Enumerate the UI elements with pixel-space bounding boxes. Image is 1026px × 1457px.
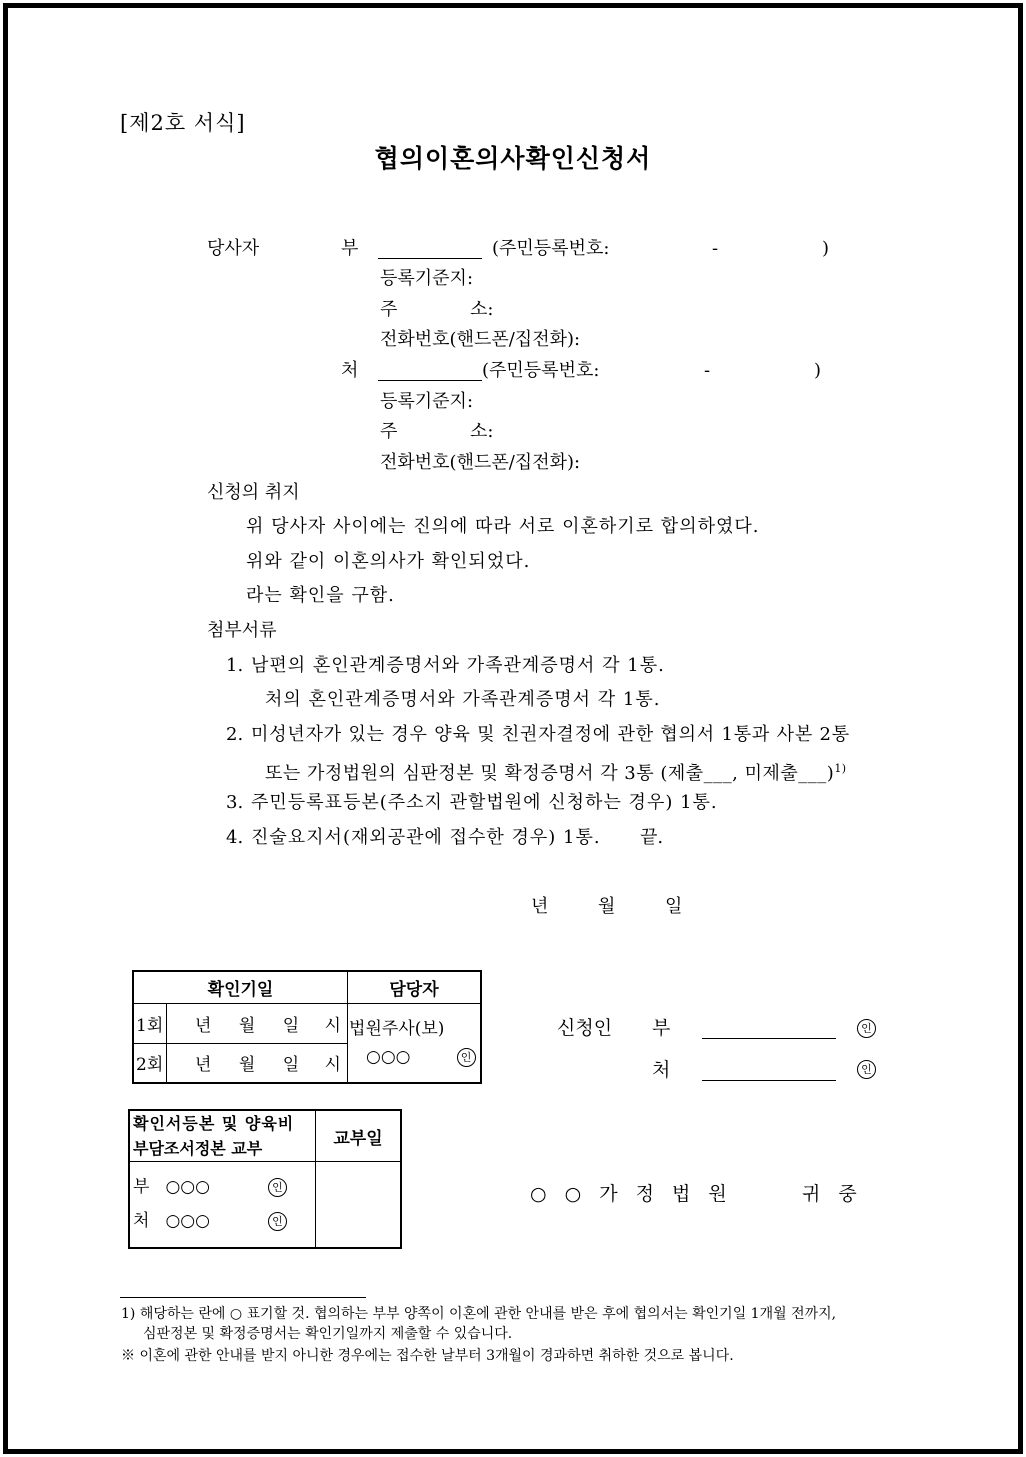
date-year: 년 <box>531 896 549 917</box>
officer-header: 담당자 <box>348 971 481 1003</box>
delivery-row <box>133 1170 315 1204</box>
husband-phone-label: 전화번호(핸드폰/집전화): <box>380 329 581 350</box>
confirm-date-table <box>132 970 482 1084</box>
delivery-name: ○○○ <box>165 1177 210 1198</box>
round-date[interactable] <box>167 1043 348 1083</box>
husband-rrn-label: (주민등록번호: <box>492 238 610 259</box>
husband-name-field[interactable] <box>378 240 482 259</box>
attachment-text: 진술요지서(재외공관에 접수한 경우) 1통. <box>251 827 601 848</box>
husband-role: 부 <box>341 238 359 259</box>
round-label: 2회 <box>133 1043 167 1083</box>
attachment-text <box>265 758 847 785</box>
purpose-line: 위 당사자 사이에는 진의에 따라 서로 이혼하기로 합의하였다. <box>246 516 760 537</box>
applicant-wife-signature[interactable] <box>702 1062 836 1081</box>
husband-address-label-2: 소: <box>470 299 494 320</box>
officer-cell <box>348 1003 481 1083</box>
officer-title: 법원주사(보) <box>349 1018 445 1039</box>
confirm-date-header: 확인기일 <box>133 971 348 1003</box>
round-label: 1회 <box>133 1003 167 1043</box>
round-month: 월 <box>238 1015 256 1036</box>
delivery-table <box>128 1109 402 1249</box>
form-number: [제2호 서식] <box>120 111 246 135</box>
applicant-husband-role: 부 <box>652 1017 671 1039</box>
attachment-text: 남편의 혼인관계증명서와 가족관계증명서 각 1통. <box>251 655 665 676</box>
attachment-text: 처의 혼인관계증명서와 가족관계증명서 각 1통. <box>265 689 661 710</box>
seal-icon[interactable]: 인 <box>268 1178 287 1197</box>
footnote-divider <box>120 1297 366 1298</box>
delivery-header-line: 확인서등본 및 양육비 <box>133 1114 295 1133</box>
attachment-number: 3. <box>226 792 244 813</box>
wife-address-label-2: 소: <box>470 421 494 442</box>
round-date[interactable] <box>167 1003 348 1043</box>
wife-address-label-1: 주 <box>380 421 398 442</box>
seal-icon[interactable]: 인 <box>857 1019 876 1038</box>
husband-registry-label: 등록기준지: <box>380 268 474 289</box>
delivery-header-line: 부담조서정본 교부 <box>133 1139 263 1158</box>
footnote-text: 심판정본 및 확정증명서는 확인기일까지 제출할 수 있습니다. <box>143 1326 513 1342</box>
wife-rrn-close: ) <box>814 360 822 381</box>
applicant-label: 신청인 <box>557 1017 613 1039</box>
delivery-date-cell[interactable] <box>316 1162 402 1248</box>
delivery-date-header: 교부일 <box>316 1110 402 1162</box>
court-suffix: 귀 중 <box>802 1183 863 1205</box>
delivery-role: 처 <box>133 1211 150 1232</box>
seal-icon[interactable]: 인 <box>457 1048 476 1067</box>
wife-registry-label: 등록기준지: <box>380 391 474 412</box>
husband-address-label-1: 주 <box>380 299 398 320</box>
attachment-text-body: 또는 가정법원의 심판정본 및 확정증명서 각 3통 (제출___, 미제출___) <box>265 763 835 784</box>
wife-rrn-label: (주민등록번호: <box>482 360 600 381</box>
purpose-heading: 신청의 취지 <box>207 482 300 503</box>
document-title: 협의이혼의사확인신청서 <box>374 144 652 173</box>
seal-icon[interactable]: 인 <box>268 1212 287 1231</box>
date-month: 월 <box>598 896 616 917</box>
delivery-role: 부 <box>133 1177 150 1198</box>
purpose-line: 라는 확인을 구함. <box>246 585 395 606</box>
attachment-number: 1. <box>226 655 244 676</box>
delivery-name: ○○○ <box>165 1211 210 1232</box>
parties-label: 당사자 <box>207 238 260 259</box>
wife-name-field[interactable] <box>378 362 482 381</box>
round-year: 년 <box>195 1015 212 1036</box>
attachment-number: 4. <box>226 827 244 848</box>
delivery-recipients <box>129 1162 316 1248</box>
footnote-text: 1) 해당하는 란에 ○ 표기할 것. 협의하는 부부 양쪽이 이혼에 관한 안내를 받은 후에 협의서는 확인기일 1개월 전까지, <box>121 1306 837 1322</box>
attachment-text: 미성년자가 있는 경우 양육 및 친권자결정에 관한 협의서 1통과 사본 2통 <box>251 724 850 745</box>
round-year: 년 <box>195 1055 212 1076</box>
round-day: 일 <box>282 1055 300 1076</box>
end-mark: 끝. <box>640 827 664 848</box>
applicant-husband-signature[interactable] <box>702 1020 836 1039</box>
wife-rrn-separator: - <box>704 360 711 381</box>
footnote-note: ※ 이혼에 관한 안내를 받지 아니한 경우에는 접수한 날부터 3개월이 경과하면 취하한 것으로 봅니다. <box>121 1348 734 1364</box>
officer-name: ○○○ <box>366 1046 411 1067</box>
delivery-header <box>129 1110 316 1162</box>
wife-phone-label: 전화번호(핸드폰/집전화): <box>380 452 581 473</box>
attachment-number: 2. <box>226 724 244 745</box>
attachments-heading: 첨부서류 <box>207 620 277 641</box>
purpose-line: 위와 같이 이혼의사가 확인되었다. <box>246 551 531 572</box>
round-day: 일 <box>282 1015 300 1036</box>
husband-rrn-separator: - <box>712 238 719 259</box>
husband-rrn-close: ) <box>822 238 830 259</box>
seal-icon[interactable]: 인 <box>857 1060 876 1079</box>
delivery-row <box>133 1204 315 1238</box>
round-hour: 시 <box>324 1015 341 1036</box>
round-month: 월 <box>238 1055 256 1076</box>
court-name: ○ ○ 가 정 법 원 <box>530 1183 733 1205</box>
applicant-wife-role: 처 <box>652 1059 671 1081</box>
attachment-text: 주민등록표등본(주소지 관할법원에 신청하는 경우) 1통. <box>251 792 718 813</box>
wife-role: 처 <box>341 360 359 381</box>
date-day: 일 <box>665 896 683 917</box>
officer-name-row <box>366 1047 480 1067</box>
round-hour: 시 <box>324 1055 341 1076</box>
footnote-ref: 1) <box>834 762 847 775</box>
